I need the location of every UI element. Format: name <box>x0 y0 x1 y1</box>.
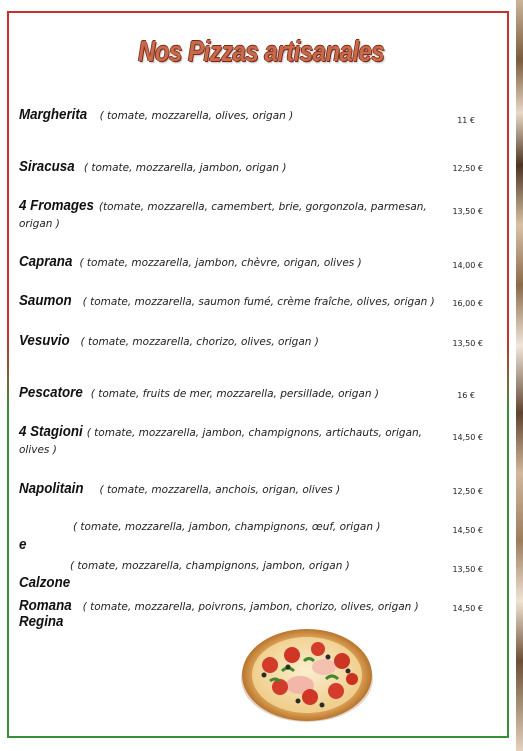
pizza-name: 4 Stagioni <box>19 424 83 440</box>
pizza-name: Siracusa <box>19 159 75 175</box>
frame-border-right <box>507 11 509 738</box>
pizza-image <box>240 627 374 723</box>
pizza-name: Saumon <box>19 293 72 309</box>
pizza-name: Pescatore <box>19 385 83 401</box>
frame-border-left <box>7 11 9 738</box>
frame-border-top <box>7 11 509 13</box>
pizza-name: Margherita <box>19 107 88 123</box>
menu-item-romana <box>19 597 419 615</box>
pizza-price: 13,50 € <box>452 339 483 348</box>
pizza-description: ( tomate, mozzarella, anchois, origan, olives ) <box>99 484 341 496</box>
pizza-price: 14,00 € <box>452 261 483 270</box>
menu-item-4-stagioni <box>19 423 422 441</box>
pizza-description: ( tomate, mozzarella, jambon, champignons, artichauts, origan, <box>86 427 423 439</box>
pizza-price: 12,50 € <box>452 487 483 496</box>
pizza-description-continued: origan ) <box>19 218 60 230</box>
menu-item-margherita <box>19 106 293 124</box>
menu-item-saumon <box>19 292 435 310</box>
menu-item-4-fromages <box>19 197 427 215</box>
menu-item-calzone <box>19 574 75 592</box>
menu-item-pescatore <box>19 384 379 402</box>
pizza-price: 16,00 € <box>452 299 483 308</box>
pizza-price: 11 € <box>457 116 475 125</box>
pizza-description: ( tomate, mozzarella, saumon fumé, crème fraîche, olives, origan ) <box>82 296 435 308</box>
menu-item-caprana <box>19 253 362 271</box>
pizza-name: Caprana <box>19 254 73 270</box>
pizza-name: Napolitain <box>19 481 84 497</box>
pizza-price: 14,50 € <box>452 433 483 442</box>
page-title: Nos Pizzas artisanales <box>138 36 385 68</box>
pizza-description: ( tomate, mozzarella, chorizo, olives, origan ) <box>80 336 319 348</box>
pizza-description: ( tomate, fruits de mer, mozzarella, persillade, origan ) <box>90 388 379 400</box>
background-photo-strip <box>516 0 523 751</box>
pizza-description-continued: olives ) <box>19 444 57 456</box>
menu-item-vesuvio <box>19 332 319 350</box>
pizza-price: 13,50 € <box>452 565 483 574</box>
pizza-name: 4 Fromages <box>19 198 94 214</box>
pizza-price: 14,50 € <box>452 604 483 613</box>
pizza-name: Romana <box>19 598 72 614</box>
pizza-description: ( tomate, mozzarella, poivrons, jambon, chorizo, olives, origan ) <box>82 601 419 613</box>
pizza-price: 14,50 € <box>452 526 483 535</box>
pizza-price: 13,50 € <box>452 207 483 216</box>
pizza-name: Calzone <box>19 575 71 591</box>
menu-item-regina <box>19 613 67 631</box>
pizza-name: Vesuvio <box>19 333 70 349</box>
pizza-name: e <box>19 537 27 553</box>
pizza-description: ( tomate, mozzarella, jambon, chèvre, origan, olives ) <box>79 257 362 269</box>
pizza-description: ( tomate, mozzarella, champignons, jambon, origan ) <box>70 560 350 572</box>
menu-item-e <box>19 536 27 554</box>
menu-item-napolitain <box>19 480 340 498</box>
pizza-description: ( tomate, mozzarella, olives, origan ) <box>99 110 294 122</box>
frame-border-bottom <box>7 736 509 738</box>
pizza-description: ( tomate, mozzarella, jambon, champignons, œuf, origan ) <box>73 521 381 533</box>
pizza-price: 16 € <box>457 391 475 400</box>
pizza-description: (tomate, mozzarella, camembert, brie, gorgonzola, parmesan, <box>98 201 427 213</box>
pizza-description: ( tomate, mozzarella, jambon, origan ) <box>83 162 287 174</box>
pizza-name: Regina <box>19 614 64 630</box>
menu-item-siracusa <box>19 158 287 176</box>
pizza-price: 12,50 € <box>452 164 483 173</box>
